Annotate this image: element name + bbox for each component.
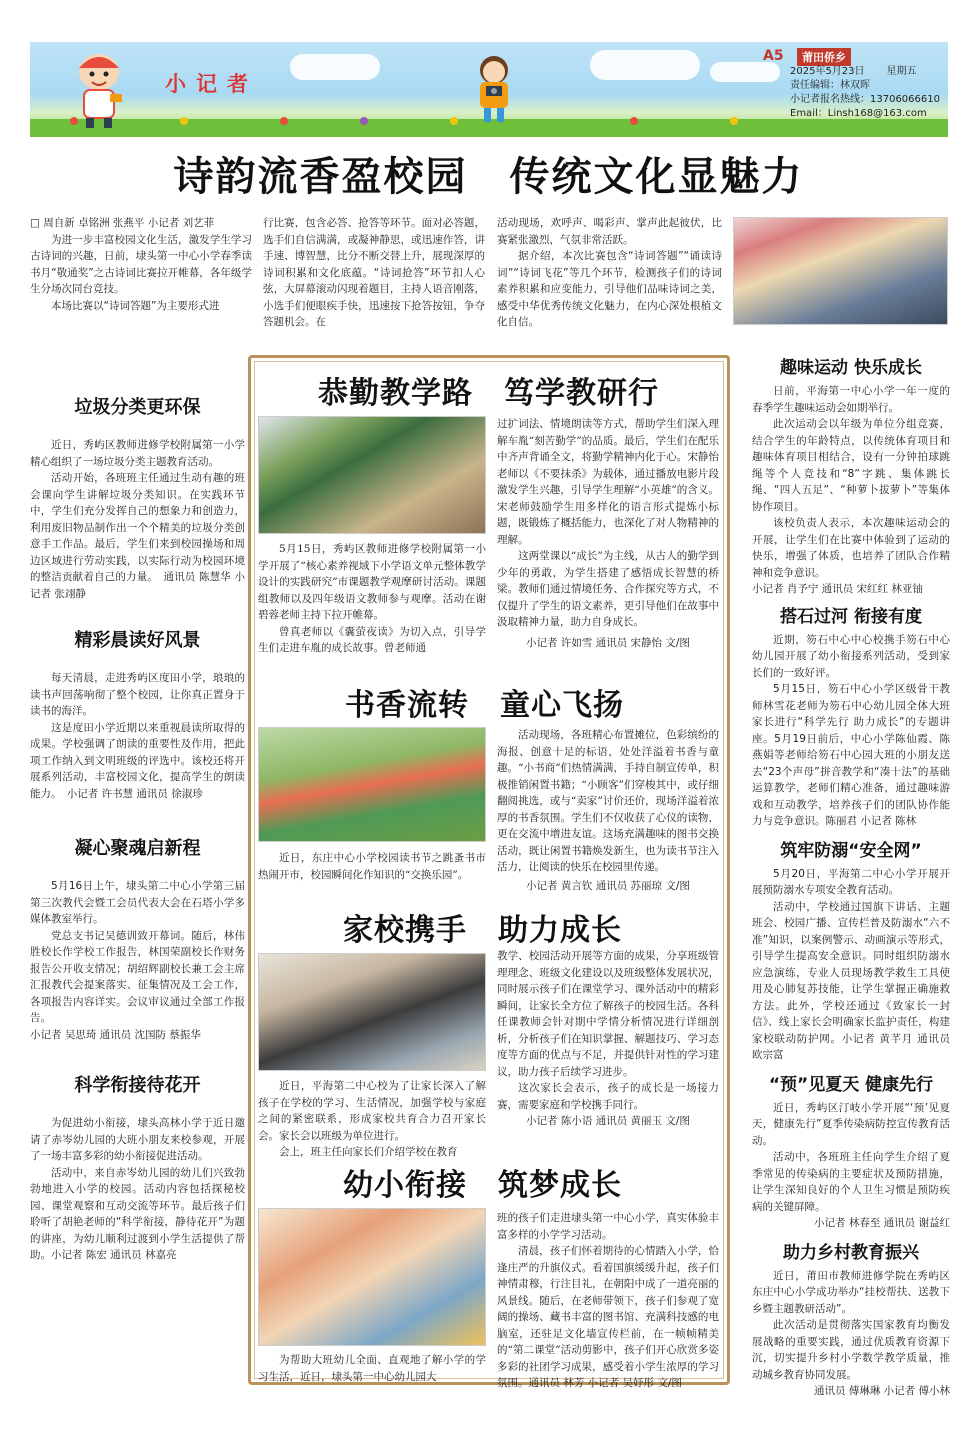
story-paragraph: 教学、校园活动开展等方面的成果，分享班级管理理念、班级文化建设以及班级整体发展状况，同时展示孩子们在课堂学习、课外活动中的精彩瞬间，让家长全方位了解孩子的校园生活。各科任课教师会针对期中学情分析情况进行详细剖析，分析孩子们在知识掌握、解题技巧、学习态度等方面的优点与不足，并提供针对性的学习建议，助力孩子后续学习进步。 — [497, 950, 719, 1078]
lead-paragraph: 据介绍，本次比赛包含“诗词答题”“诵读诗词”“诗词飞花”等几个环节，检测孩子们的诗词素养积累和应变能力，引导他们品味诗词之美，感受中华优秀传统文化魅力，在内心深处根植文化自信。 — [497, 250, 722, 328]
brief-paragraph: 5月15日，笏石中心小学区级骨干教师林雪花老师为笏石中心幼儿园全体大班家长进行“科学先行 助力成长”的专题讲座。5月19日前后，中心小学陈仙霞、陈燕娟等老师给笏石中心园大班的小朋友送去“23个声母”拼音教学和“凑十法”的基础运算教学，老师们精心准备，通过趣味游戏和互动教学，培养孩子们的团队协作能力与竞争意识。陈丽君 小记者 陈林 — [752, 683, 950, 827]
brief-title: 精彩晨读好风景 — [74, 630, 201, 651]
brief-paragraph: 该校负责人表示，本次趣味运动会的开展，让学生们在比赛中体验到了运动的快乐，增强了体质，也培养了团队合作精神和竞争意识。 — [752, 517, 950, 579]
email: Email：Linsh168@163.com — [790, 108, 927, 119]
paper-logo: 莆田侨乡 — [797, 48, 851, 66]
lead-paragraph: 行比赛，包含必答、抢答等环节。面对必答题，选手们自信满满，或凝神静思，或迅速作答，讲手速、博智慧，比分不断交替上升，展现深厚的诗词积累和文化底蕴。“诗词抢答”环节扣人心弦，大屏幕滚动闪现着题目，主持人语音刚落，小选手们便眼疾手快，迅速按下抢答按钮，争夺答题机会。在 — [263, 217, 485, 328]
story-paragraph: 近日，平海第二中心校为了让家长深入了解孩子在学校的学习、生活情况，加强学校与家庭之间的紧密联系，形成家校共育合力召开家长会。家长会以班级为单位进行。 — [258, 1080, 486, 1142]
brief-paragraph: 近日，莆田市教师进修学院在秀屿区东庄中心小学成功举办“挂校帮扶、送教下乡暨主题教研活动”。 — [752, 1269, 950, 1315]
left-column — [30, 395, 245, 1264]
issue-date: 2025年5月23日 — [790, 66, 865, 77]
story-paragraph: 为帮助大班幼儿全面、直观地了解小学的学习生活，近日，埭头第一中心幼儿园大 — [258, 1354, 486, 1383]
story-body — [497, 948, 719, 1130]
brief-paragraph: 此次活动是贯彻落实国家教育均衡发展战略的重要实践，通过优质教育资源下沉，切实提升乡村小学数学教学质量，推动城乡教育协同发展。 — [752, 1319, 950, 1381]
lead-col-2 — [263, 215, 485, 331]
brief-paragraph: 此次运动会以年级为单位分组竞赛，结合学生的年龄特点，以传统体育项目和趣味体育项目相结合，设有一分钟拍球跳绳等个人竞技和“8”字跳、集体跳长绳、“四人五足”、“种萝卜拔萝卜”等集体协作项目。 — [752, 418, 950, 513]
story-paragraph: 这次家长会表示，孩子的成长是一场接力赛，需要家庭和学校携手同行。 — [497, 1082, 719, 1111]
brief-title: “预”见夏天 健康先行 — [768, 1074, 934, 1095]
lead-byline: □ 周自新 卓铭洲 张燕平 小记者 刘艺菲 — [30, 217, 215, 229]
story-paragraph: 班的孩子们走进埭头第一中心小学，真实体验丰富多样的小学学习活动。 — [497, 1212, 719, 1241]
brief-paragraph: 近日，秀屿区汀岐小学开展“‘预’见夏天，健康先行”夏季传染病防控宣传教育活动。 — [752, 1101, 950, 1147]
brief-title: 垃圾分类更环保 — [74, 397, 201, 418]
brief-credit: 小记者 林春至 通讯员 谢益红 — [813, 1217, 950, 1229]
brief-credit: 小记者 肖予宁 通讯员 宋红红 林亚铀 — [752, 583, 923, 595]
brief-title: 搭石过河 衔接有度 — [780, 606, 922, 627]
story-paragraph: 清晨，孩子们怀着期待的心情踏入小学，恰逢庄严的升旗仪式。看着国旗缓缓升起，孩子们神情肃穆，行注目礼，在朝阳中成了一道亮丽的风景线。随后，在老师带领下，孩子们参观了宽阔的操场、藏书丰富的图书馆、充满科技感的电脑室，还驻足文化墙宣传栏前，在一帧帧精美的“第二课堂”活动剪影中，孩子们开心欣赏多姿多彩的社团学习成果，感受着小学生浓厚的学习氛围。通讯员 林芳 小记者 吴妤彤 文/图 — [497, 1245, 719, 1389]
page-headline: 诗韵流香盈校园 传统文化显魅力 — [173, 154, 804, 200]
hotline: 小记者报名热线：13706066610 — [790, 94, 940, 105]
brief-paragraph: 为促进幼小衔接，埭头高林小学于近日邀请了赤岑幼儿园的大班小朋友来校参观，开展了一场丰富多彩的幼小衔接促进活动。 — [30, 1117, 245, 1162]
brief-paragraph: 活动中，学校通过国旗下讲话、主题班会、校园广播、宣传栏普及防溺水“六不准”知识，以案例警示、动画演示等形式，引导学生提高安全意识。同时组织防溺水应急演练，专业人员现场教学救生工具使用及心肺复苏技能，让学生掌握正确施救方法。此外，学校还通过《致家长一封信》、线上家长会明确家长监护责任，构建家校联动防护网。小记者 黄芊月 通讯员 欧宗富 — [752, 900, 950, 1061]
story-caption — [258, 1352, 486, 1385]
story-title: 恭勤教学路 笃学教研行 — [318, 376, 659, 411]
lead-col-1 — [30, 215, 252, 314]
brief-title: 筑牢防溺“安全网” — [780, 840, 922, 861]
brief-paragraph: 活动开始，各班班主任通过生动有趣的班会课向学生讲解垃圾分类知识。在实践环节中，学生们充分发挥自己的想象力和创造力，利用废旧物品制作出一个个精美的垃圾分类创意手工作品。最后，学生们来到校园操场和周边区域进行劳动实践，以实际行动为校园环境的整洁贡献着自己的力量。 通讯员 陈慧华 小记者 张翊静 — [30, 472, 245, 600]
story-title: 书香流转 童心飞扬 — [345, 688, 624, 723]
story-credit: 小记者 许如雪 通讯员 宋静怡 文/图 — [526, 636, 690, 649]
reporter-mascot-icon — [70, 50, 128, 130]
brief-paragraph: 这是度田小学近期以来重视晨读所取得的成果。学校强调了朗读的重要性及作用，把此项工作纳入到文明班级的评选中。该校还将开展系列活动，丰富校园文化，提高学生的朗读能力。 小记者 许书慧 通讯员 徐淑珍 — [30, 721, 245, 800]
story-photo — [258, 416, 486, 534]
lead-paragraph: 活动现场，欢呼声、喝彩声、掌声此起彼伏，比赛紧张激烈，气氛非常活跃。 — [497, 217, 722, 246]
brief-paragraph: 活动中，各班班主任向学生介绍了夏季常见的传染病的主要症状及预防措施，让学生深知良好的个人卫生习惯是预防疾病的关键屏障。 — [752, 1151, 950, 1213]
lead-paragraph: 为进一步丰富校园文化生活，激发学生学习古诗词的兴趣，日前，埭头第一中心小学春季读书月“敬通奖”之古诗词比赛拉开帷幕，各年级学生分场次同台竞技。 — [30, 233, 252, 295]
issue-weekday: 星期五 — [886, 66, 917, 77]
story-caption — [258, 850, 486, 883]
brief-paragraph: 近日，秀屿区教师进修学校附属第一小学精心组织了一场垃圾分类主题教育活动。 — [30, 439, 245, 468]
camera-girl-icon — [470, 52, 518, 124]
brief-paragraph: 每天清晨，走进秀屿区度田小学，琅琅的读书声回荡响彻了整个校园，让你真正置身于读书的海洋。 — [30, 672, 245, 717]
brief-title: 科学衔接待花开 — [74, 1075, 201, 1096]
story-caption — [258, 541, 486, 657]
story-paragraph: 曾真老师以《囊萤夜读》为切入点，引导学生们走进车胤的成长故事。曾老师通 — [258, 625, 486, 654]
story-body — [497, 1210, 719, 1392]
right-column — [752, 355, 950, 1400]
story-paragraph: 会上，班主任向家长们介绍学校在教育 — [279, 1146, 458, 1158]
brief-credit: 小记者 吴思琦 通讯员 沈国防 蔡振华 — [30, 1028, 201, 1041]
story-paragraph: 活动现场，各班精心布置摊位，色彩缤纷的海报、创意十足的标语，处处洋溢着书香与童趣。“小书商”们热情满满，手持自制宣传单，积极推销闲置书籍；“小顾客”们穿梭其中，或仔细翻阅挑选，或与“卖家”讨价还价，现场洋溢着浓厚的书香氛围。学生们不仅收获了心仪的读物，更在交流中增进友谊。这场充满趣味的图书交换活动，既让闲置书籍焕发新生，也为读书节注入活力，让阅读的快乐在校园里传递。 — [497, 729, 719, 873]
brief-paragraph: 活动中，来自赤岑幼儿园的幼儿们兴致勃勃地进入小学的校园。活动内容包括探秘校园、课堂观察和互动交流等环节。最后孩子们聆听了胡艳老师的“科学衔接，静待花开”为题的讲座，为幼儿顺利过渡到小学生活提供了帮助。小记者 陈宏 通讯员 林嘉亮 — [30, 1166, 245, 1261]
brief-title: 趣味运动 快乐成长 — [780, 358, 922, 378]
story-photo — [258, 1208, 486, 1346]
story-body — [497, 727, 719, 894]
story-paragraph: 这两堂课以“成长”为主线，从古人的勤学到少年的勇敢，为学生搭建了感悟成长智慧的桥梁。教师们通过情境任务、合作探究等方式，不仅提升了学生的语文素养，更引导他们在故事中汲取精神力量，助力自身成长。 — [497, 550, 719, 628]
brief-paragraph: 5月16日上午，埭头第二中心小学第三届第三次教代会暨工会员代表大会在石塔小学多媒体教室举行。 — [30, 880, 245, 925]
brief-paragraph: 近期，笏石中心中心校携手笏石中心幼儿园开展了幼小衔接系列活动，受到家长们的一致好评。 — [752, 633, 950, 679]
story-photo — [258, 727, 486, 842]
story-credit: 小记者 陈小语 通讯员 黄丽玉 文/图 — [526, 1115, 690, 1127]
brief-paragraph: 党总支书记吴德训致开幕词。随后，林伟胜校长作学校工作报告，林国荣副校长作财务报告公开收支情况；胡绍辉副校长兼工会主席汇报教代会提案落实、征集情况及工会工作，各项报告内容详实。会议审议通过全部工作报告。 — [30, 929, 245, 1024]
brief-title: 凝心聚魂启新程 — [74, 838, 201, 859]
lead-col-3 — [497, 215, 722, 331]
issue-info — [790, 65, 940, 121]
story-body — [497, 416, 719, 651]
story-title: 幼小衔接 筑梦成长 — [343, 1168, 622, 1203]
section-name: 小记者 — [165, 71, 258, 96]
brief-paragraph: 5月20日，平海第二中心小学开展开展预防溺水专项安全教育活动。 — [752, 867, 950, 896]
story-paragraph: 5月15日，秀屿区教师进修学校附属第一小学开展了“核心素养视域下小学语文单元整体教学设计的实践研究”市课题教学观摩研讨活动。课题组教师以及四年级语文教师参与观摩。活动在谢碧蓉老师主持下拉开帷幕。 — [258, 543, 486, 621]
brief-paragraph: 日前，平海第一中心小学一年一度的春季学生趣味运动会如期举行。 — [752, 385, 950, 414]
story-paragraph: 近日，东庄中心小学校园读书节之跳蚤书市热闹开市，校园瞬间化作知识的“交换乐园”。 — [258, 852, 486, 881]
editor: 责任编辑：林双晖 — [790, 80, 870, 91]
lead-paragraph: 本场比赛以“诗词答题”为主要形式进 — [51, 299, 220, 312]
story-title: 家校携手 助力成长 — [343, 913, 622, 948]
story-paragraph: 过扩词法、情境朗读等方式，帮助学生们深入理解车胤“刻苦勤学”的品质。最后，学生们在配乐中齐声背诵全文，将勤学精神内化于心。宋静怡老师以《不要抹杀》为载体，通过播放电影片段激发学生兴趣，引导学生理解“小英雄”的含义。宋老师鼓励学生用多样化的语言形式提炼小标题，既锻炼了概括能力，也深化了对人物精神的理解。 — [497, 418, 719, 546]
story-caption — [258, 1078, 486, 1161]
story-credit: 小记者 黄言钦 通讯员 苏丽琼 文/图 — [526, 879, 690, 892]
brief-credit: 通讯员 傅琳琳 小记者 傅小林 — [813, 1385, 950, 1397]
page-number: A5 — [763, 48, 784, 64]
brief-title: 助力乡村教育振兴 — [783, 1242, 919, 1263]
lead-photo — [733, 217, 948, 325]
story-photo — [258, 953, 486, 1071]
